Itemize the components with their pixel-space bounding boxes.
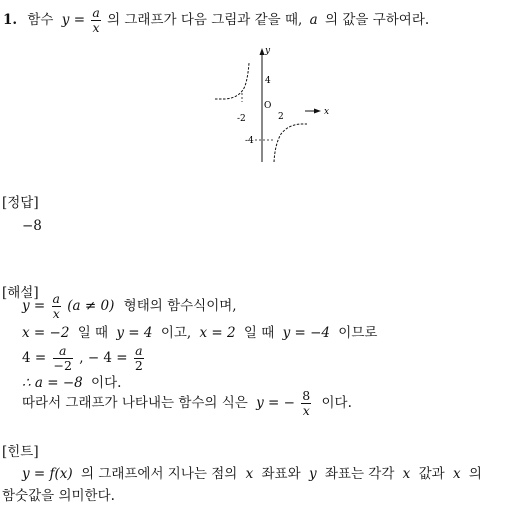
solution-line-5 [22, 389, 352, 418]
sol-l3-a: 4 = [22, 350, 47, 366]
sol-l3-f1-den: −2 [53, 358, 72, 373]
hyperbola-graph [205, 44, 335, 169]
sol-l5-den: x [302, 403, 310, 418]
sol-l1-lhs: y = [22, 298, 46, 314]
origin-label: O [264, 101, 272, 111]
problem-text-c: 의 값을 구하여라. [325, 12, 430, 28]
problem-line [3, 6, 429, 35]
problem-var-a: a [309, 12, 318, 28]
sol-l5-b: 이다. [321, 395, 352, 411]
hint-h1-i: x [452, 466, 461, 482]
hint-h1-a: y = f(x) [22, 466, 73, 482]
sol-l3-frac-2 [134, 344, 144, 373]
problem-text-a: 함수 [27, 12, 54, 28]
sol-l5-lhs: y = − [256, 395, 295, 411]
solution-line-2 [22, 324, 377, 342]
sol-l3-b: , − 4 = [79, 350, 128, 366]
sol-l5-a: 따라서 그래프가 나타내는 함수의 식은 [22, 395, 248, 411]
problem-number: 1. [3, 12, 18, 28]
solution-header: [해설] [2, 285, 39, 301]
x-axis-arrow [314, 109, 321, 114]
tick-label-4: 4 [265, 76, 271, 86]
sol-l1-cond: (a ≠ 0) [67, 298, 115, 314]
hint-h1-e: y [308, 466, 317, 482]
sol-l1-den: x [52, 306, 60, 321]
sol-l2-h: 이므로 [338, 325, 378, 341]
tick-label-neg4: -4 [245, 136, 254, 146]
hint-h1-c: x [245, 466, 254, 482]
sol-l2-e: x = 2 [199, 325, 236, 341]
answer-value: −8 [22, 218, 42, 234]
problem-fraction [91, 6, 100, 35]
hint-line-1 [22, 465, 482, 483]
sol-l3-f2-den: 2 [134, 358, 143, 373]
sol-l3-frac-1 [53, 344, 73, 373]
sol-l2-f: 일 때 [243, 325, 275, 341]
sol-l4-a: ∴ a = −8 [22, 375, 83, 391]
sol-l2-b: 일 때 [77, 325, 109, 341]
sol-l3-f1-num: a [53, 344, 73, 359]
sol-l3-f2-num: a [135, 343, 143, 358]
sol-l2-g: y = −4 [282, 325, 330, 341]
sol-l4-b: 이다. [91, 375, 122, 391]
problem-frac-num: a [92, 5, 100, 20]
hint-h1-b: 의 그래프에서 지나는 점의 [80, 466, 238, 482]
sol-l1-num: a [52, 291, 60, 306]
hint-h1-f: 좌표는 각각 [324, 466, 395, 482]
sol-l5-frac [301, 389, 311, 418]
hint-h1-h: 값과 [418, 466, 445, 482]
sol-l1-frac [52, 292, 61, 321]
problem-eq-y: y = [61, 12, 86, 28]
hint-h1-d: 좌표와 [261, 466, 301, 482]
hint-header: [힌트] [2, 444, 39, 460]
sol-l2-d: 이고, [160, 325, 192, 341]
x-axis-label: x [324, 107, 330, 117]
hint-h1-j: 의 [468, 466, 482, 482]
tick-label-neg2: -2 [237, 114, 246, 124]
problem-text-b: 의 그래프가 다음 그림과 같을 때, [107, 12, 303, 28]
y-axis-label: y [265, 46, 271, 56]
sol-l2-a: x = −2 [22, 325, 70, 341]
problem-frac-den: x [92, 20, 100, 35]
y-axis-arrow [260, 48, 265, 55]
hyperbola-branch-left [215, 63, 249, 99]
solution-line-3 [22, 344, 146, 373]
answer-header: [정답] [2, 195, 39, 211]
sol-l5-num: 8 [302, 388, 311, 403]
solution-line-1 [22, 292, 237, 321]
hint-line-2: 함숫값을 의미한다. [2, 488, 115, 504]
sol-l2-c: y = 4 [116, 325, 153, 341]
hyperbola-branch-right [274, 124, 307, 162]
sol-l1-text: 형태의 함수식이며, [123, 298, 237, 314]
tick-label-2: 2 [278, 112, 284, 122]
hint-h1-g: x [402, 466, 411, 482]
